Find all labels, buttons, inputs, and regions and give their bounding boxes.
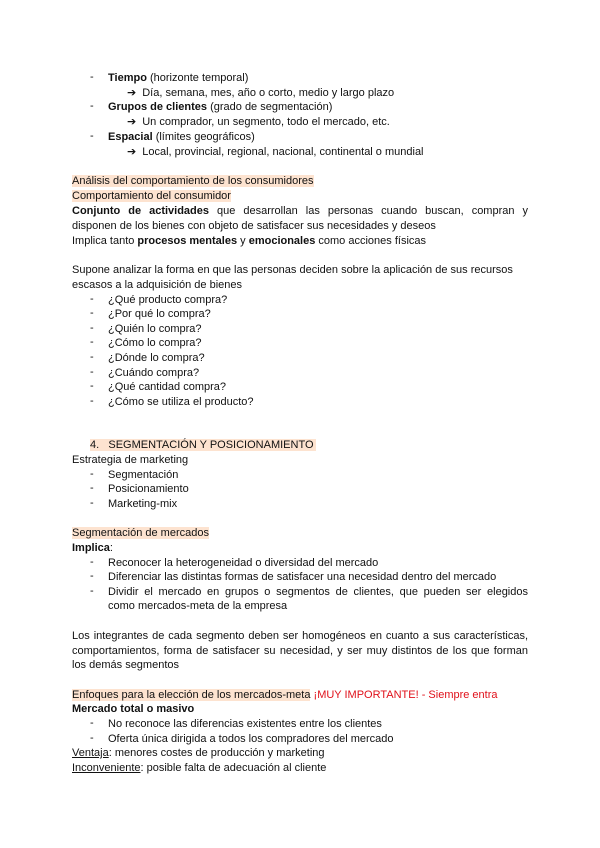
list-dash: - (90, 336, 94, 348)
list-dash: - (90, 556, 94, 568)
list-dash: - (90, 570, 94, 582)
list-dash: - (90, 395, 94, 407)
sub-item-text: Local, provincial, regional, nacional, continental o mundial (142, 146, 424, 158)
list-item: Diferenciar las distintas formas de satisfacer una necesidad dentro del mercado (108, 571, 497, 583)
paragraph-line: comportamientos, forma de satisfacer su necesidad, y ser muy distintos de los que forman (72, 645, 528, 657)
section-title (90, 438, 316, 452)
segmentation-heading: Segmentación de mercados (72, 527, 209, 539)
drawback-text: : posible falta de adecuación al cliente (140, 762, 327, 774)
approaches-heading: Enfoques para la elección de los mercados-meta (72, 689, 311, 701)
list-item-continuation: como mercados-meta de la empresa (108, 600, 288, 612)
list-dash: - (90, 351, 94, 363)
drawback-label: Inconveniente (72, 762, 141, 774)
sub-item (127, 115, 390, 129)
list-dash: - (90, 482, 94, 494)
list-item (108, 100, 332, 114)
section-number-text: 4. (90, 439, 100, 451)
sub-item-text: Un comprador, un segmento, todo el mercado, etc. (142, 116, 390, 128)
sub-item (127, 145, 424, 159)
paragraph-line: escasos a la adquisición de bienes (72, 279, 243, 291)
paragraph-line: Los integrantes de cada segmento deben ser homogéneos en cuanto a sus características, (72, 630, 528, 642)
sub-item-text: Día, semana, mes, año o corto, medio y largo plazo (142, 87, 395, 99)
implies-label: Implica (72, 542, 110, 554)
list-item: Marketing-mix (108, 498, 178, 510)
definition-term: Conjunto de actividades (72, 205, 210, 217)
list-item-text: (grado de segmentación) (207, 101, 333, 113)
list-dash: - (90, 366, 94, 378)
definition-line-2: disponen de los bienes con objeto de satisfacer sus necesidades y deseos (72, 220, 436, 232)
paragraph-line: Supone analizar la forma en que las personas deciden sobre la aplicación de sus recursos (72, 264, 513, 276)
list-item-text: (horizonte temporal) (146, 72, 249, 84)
list-item: Segmentación (108, 469, 179, 481)
list-dash: - (90, 732, 94, 744)
list-item: ¿Dónde lo compra? (108, 352, 205, 364)
list-dash: - (90, 71, 94, 83)
implies-line (72, 234, 426, 248)
implies-bold-1: procesos mentales (137, 235, 238, 247)
section-heading (72, 526, 209, 540)
list-item-bold: Tiempo (108, 72, 147, 84)
definition-text: que desarrollan las personas cuando buscan, compran y (209, 205, 528, 217)
list-item (108, 130, 255, 144)
mass-market-title: Mercado total o masivo (72, 703, 195, 715)
implies-colon: : (109, 542, 113, 554)
advantage-label: Ventaja (72, 747, 109, 759)
list-item (108, 71, 248, 85)
list-item: ¿Quién lo compra? (108, 323, 202, 335)
arrow-right-icon: ➔ (127, 146, 137, 158)
list-item: ¿Cuándo compra? (108, 367, 200, 379)
list-item: Reconocer la heterogeneidad o diversidad del mercado (108, 557, 379, 569)
advantage-line (72, 746, 325, 760)
consumer-subheading: Comportamiento del consumidor (72, 190, 231, 202)
list-dash: - (90, 468, 94, 480)
list-item: ¿Cómo se utiliza el producto? (108, 396, 254, 408)
arrow-right-icon: ➔ (127, 116, 137, 128)
list-dash: - (90, 307, 94, 319)
important-note: ¡MUY IMPORTANTE! - Siempre entra (310, 689, 498, 701)
paragraph-line: los demás segmentos (72, 659, 179, 671)
list-item: Posicionamiento (108, 483, 189, 495)
list-item: ¿Qué cantidad compra? (108, 381, 227, 393)
list-dash: - (90, 293, 94, 305)
implies-label-line (72, 541, 113, 555)
list-item-bold: Grupos de clientes (108, 101, 208, 113)
list-item: ¿Cómo lo compra? (108, 337, 202, 349)
implies-post: como acciones físicas (315, 235, 426, 247)
strategy-label: Estrategia de marketing (72, 454, 189, 466)
list-dash: - (90, 380, 94, 392)
drawback-line (72, 761, 326, 775)
section-heading (72, 174, 314, 188)
list-item: No reconoce las diferencias existentes entre los clientes (108, 718, 382, 730)
arrow-right-icon: ➔ (127, 87, 137, 99)
section-subheading (72, 189, 231, 203)
implies-pre: Implica tanto (72, 235, 138, 247)
implies-mid: y (237, 235, 249, 247)
list-item-text: (límites geográficos) (152, 131, 255, 143)
list-dash: - (90, 585, 94, 597)
sub-item (127, 86, 394, 100)
list-dash: - (90, 130, 94, 142)
consumer-heading: Análisis del comportamiento de los consumidores (72, 175, 314, 187)
definition-line (72, 204, 528, 218)
implies-bold-2: emocionales (248, 235, 316, 247)
section-number (90, 439, 316, 451)
section-title-text: SEGMENTACIÓN Y POSICIONAMIENTO (108, 439, 314, 451)
list-item: Oferta única dirigida a todos los compradores del mercado (108, 733, 394, 745)
list-dash: - (90, 497, 94, 509)
section-heading (72, 688, 498, 702)
list-dash: - (90, 717, 94, 729)
list-item-bold: Espacial (108, 131, 153, 143)
list-dash: - (90, 322, 94, 334)
list-item: Dividir el mercado en grupos o segmentos de clientes, que pueden ser elegidos (108, 586, 528, 598)
list-item: ¿Por qué lo compra? (108, 308, 211, 320)
advantage-text: : menores costes de producción y marketing (108, 747, 325, 759)
list-dash: - (90, 100, 94, 112)
list-item: ¿Qué producto compra? (108, 294, 228, 306)
